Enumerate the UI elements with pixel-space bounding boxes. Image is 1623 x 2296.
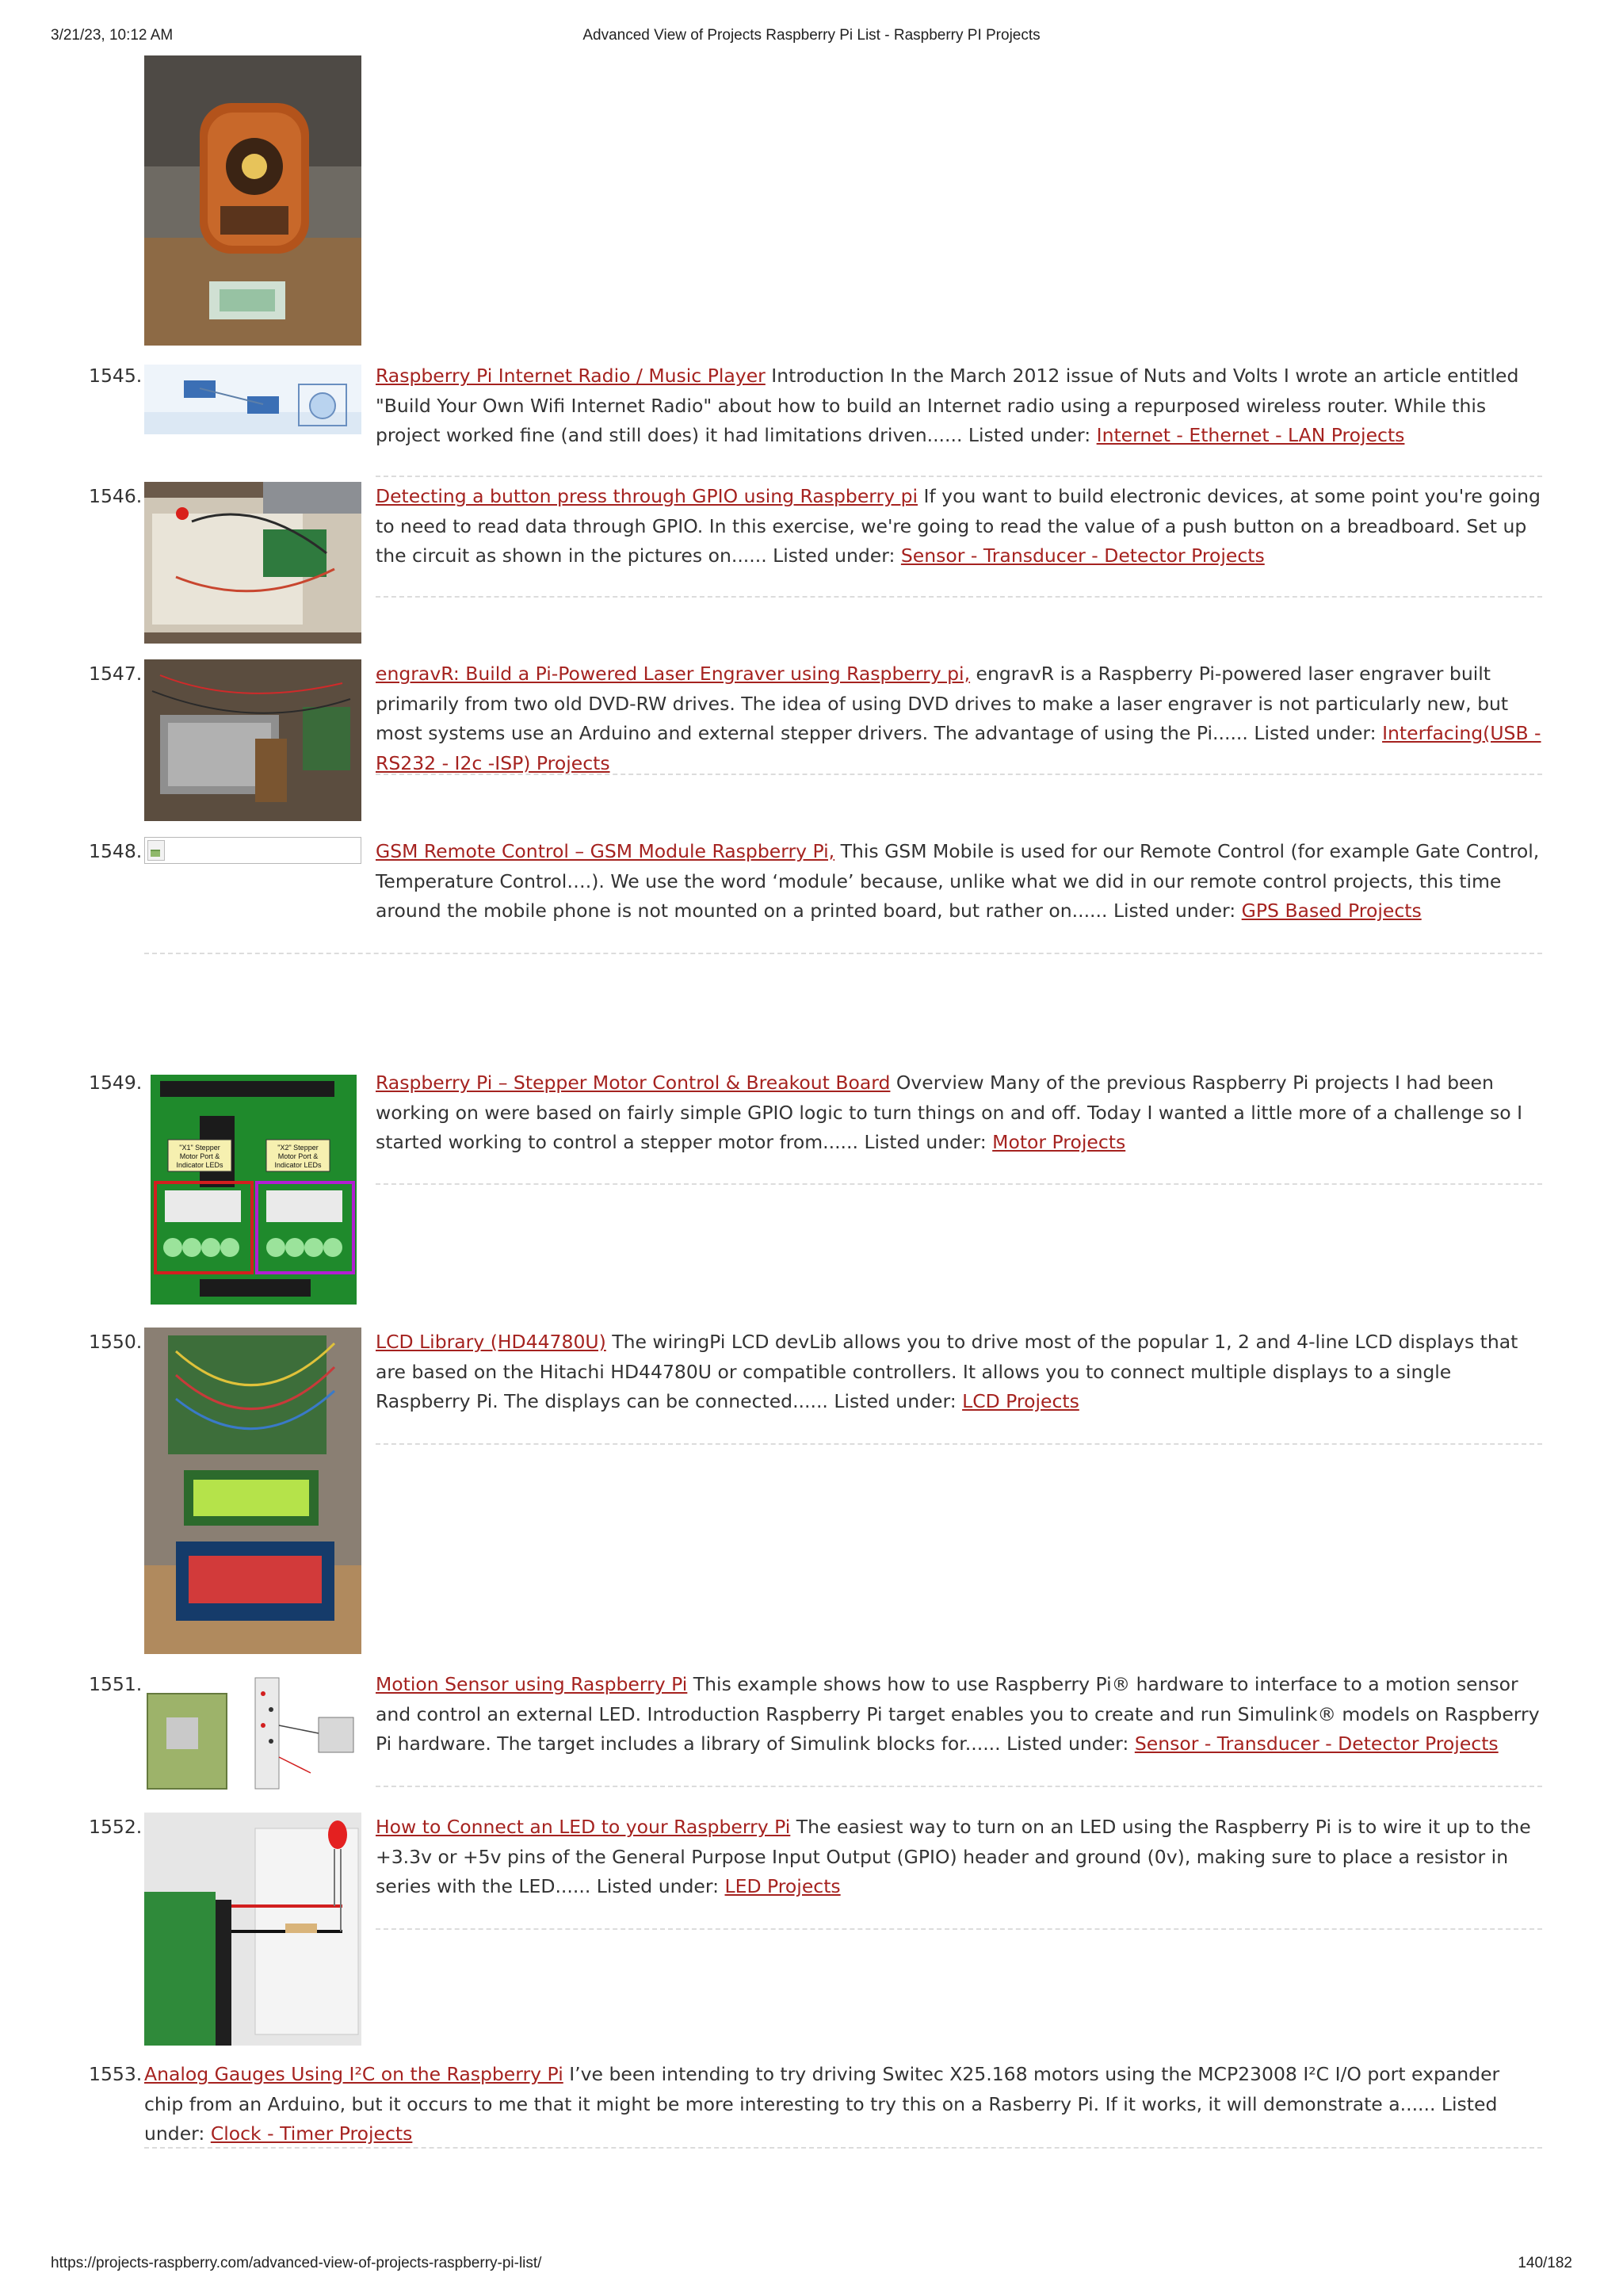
item-description: Overview Many of the previous Raspberry Pi projects I had been working on were based on fairly simple GPIO logic to turn things on and off. Today I wanted a little more of a challenge so I started working to control a stepper motor from...... [376, 1072, 1523, 1153]
motor-port-label-x1: "X1" Stepper [179, 1144, 220, 1152]
item-number: 1551. [89, 1673, 143, 1695]
item-text [376, 1068, 1542, 1158]
item-description: This example shows how to use Raspberry Pi® hardware to interface to a motion sensor and control an external LED. Introduction Raspberry Pi target enables you to create and run Simulink® models on Raspberry Pi hardware. The target includes a library of Simulink blocks for...... [376, 1673, 1540, 1755]
item-title-link[interactable]: How to Connect an LED to your Raspberry Pi [376, 1816, 791, 1838]
item-category-link[interactable]: Interfacing(USB - RS232 - I2c -ISP) Projects [376, 722, 1541, 774]
item-separator [376, 1443, 1542, 1445]
item-separator [376, 596, 1542, 598]
item-category-link[interactable]: Internet - Ethernet - LAN Projects [1096, 424, 1405, 446]
print-page-number: 140/182 [1518, 2255, 1572, 2271]
item-text [376, 1328, 1542, 1417]
item-category-link[interactable]: Clock - Timer Projects [210, 2122, 413, 2145]
print-datetime: 3/21/23, 10:12 AM [51, 27, 174, 44]
listed-under-label: Listed under: [1000, 1733, 1135, 1755]
print-url: https://projects-raspberry.com/advanced-view-of-projects-raspberry-pi-list/ [51, 2255, 542, 2271]
motor-port-label-x2: "X2" Stepper [277, 1144, 319, 1152]
item-number: 1548. [89, 840, 143, 862]
print-footer [51, 2255, 1572, 2275]
item-title-link[interactable]: LCD Library (HD44780U) [376, 1331, 606, 1353]
item-thumbnail[interactable] [144, 365, 361, 434]
item-thumbnail[interactable] [144, 1328, 361, 1654]
listed-under-label: Listed under: [1247, 722, 1383, 744]
item-thumbnail[interactable] [144, 482, 361, 644]
listed-under-label: Listed under: [144, 2092, 1498, 2145]
item-number: 1550. [89, 1331, 143, 1353]
item-title-link[interactable]: Motion Sensor using Raspberry Pi [376, 1673, 688, 1695]
svg-text:Motor Port &: Motor Port & [277, 1152, 319, 1160]
item-description: If you want to build electronic devices, at some point you're going to need to read data through GPIO. In this exercise, we're going to read the value of a push button on a breadboard. Set up the circuit as shown in the pictures on...... [376, 485, 1541, 567]
listed-under-label: Listed under: [1107, 900, 1242, 922]
item-title-link[interactable]: GSM Remote Control – GSM Module Raspberry Pi, [376, 840, 835, 862]
item-separator [144, 2147, 1542, 2149]
item-category-link[interactable]: LCD Projects [962, 1390, 1079, 1412]
item-title-link[interactable]: engravR: Build a Pi-Powered Laser Engraver using Raspberry pi, [376, 663, 971, 685]
item-description: The easiest way to turn on an LED using the Raspberry Pi is to wire it up to the +3.3v or +5v pins of the General Purpose Input Output (GPIO) header and ground (0v), making sure to place a resistor in series with the LED...... [376, 1816, 1531, 1897]
listed-under-label: Listed under: [590, 1875, 725, 1897]
item-number: 1549. [89, 1072, 143, 1094]
print-page-title: Advanced View of Projects Raspberry Pi List - Raspberry PI Projects [582, 27, 1041, 44]
item-title-link[interactable]: Detecting a button press through GPIO using Raspberry pi [376, 485, 918, 507]
item-thumbnail[interactable] [144, 1072, 361, 1308]
item-separator [376, 1183, 1542, 1185]
listed-under-label: Listed under: [962, 424, 1097, 446]
svg-text:Motor Port &: Motor Port & [179, 1152, 220, 1160]
radio-thumbnail[interactable] [144, 55, 361, 346]
item-description: This GSM Mobile is used for our Remote Control (for example Gate Control, Temperature Control….). We use the word ‘module’ because, unlike what we did in our remote control projects, this time around the mobile phone is not mounted on a printed board, but rather on...... [376, 840, 1540, 922]
item-text [144, 2060, 1542, 2149]
item-thumbnail[interactable] [144, 659, 361, 821]
item-separator [376, 774, 1542, 775]
item-description: engravR is a Raspberry Pi-powered laser engraver built primarily from two old DVD-RW drives. The idea of using DVD drives to make a laser engraver is not particularly new, but most systems use an Arduino and external stepper drivers. The advantage of using the Pi...... [376, 663, 1509, 744]
listed-under-label: Listed under: [827, 1390, 963, 1412]
item-title-link[interactable]: Raspberry Pi Internet Radio / Music Player [376, 365, 766, 387]
item-title-link[interactable]: Analog Gauges Using I²C on the Raspberry Pi [144, 2063, 563, 2085]
item-separator [376, 1928, 1542, 1930]
print-header [51, 27, 1572, 48]
item-text [376, 659, 1542, 778]
item-number: 1553. [89, 2063, 143, 2085]
svg-text:Indicator LEDs: Indicator LEDs [176, 1161, 223, 1169]
item-thumbnail[interactable] [144, 1813, 361, 2046]
item-text [376, 1813, 1542, 1902]
item-text [376, 361, 1542, 451]
item-description: Introduction In the March 2012 issue of Nuts and Volts I wrote an article entitled "Build Your Own Wifi Internet Radio" about how to build an Internet radio using a repurposed wireless router. While this project worked fine (and still does) it had limitations driven...... [376, 365, 1519, 446]
item-title-link[interactable]: Raspberry Pi – Stepper Motor Control & Breakout Board [376, 1072, 891, 1094]
item-number: 1552. [89, 1816, 143, 1838]
item-number: 1547. [89, 663, 143, 685]
item-description: I’ve been intending to try driving Switec X25.168 motors using the MCP23008 I²C I/O port expander chip from an Arduino, but it occurs to me that it might be more interesting to try this on a Rasberry Pi. If it works, it will demonstrate a...... [144, 2063, 1500, 2115]
item-number: 1545. [89, 365, 143, 387]
item-text [376, 1670, 1542, 1759]
item-category-link[interactable]: Sensor - Transducer - Detector Projects [1134, 1733, 1499, 1755]
listed-under-label: Listed under: [857, 1131, 993, 1153]
item-text [376, 482, 1542, 571]
broken-image-icon [147, 840, 165, 861]
broken-image-placeholder[interactable] [144, 837, 361, 864]
item-description: The wiringPi LCD devLib allows you to drive most of the popular 1, 2 and 4-line LCD displays that are based on the Hitachi HD44780U or compatible controllers. It allows you to connect multiple displays to a single Raspberry Pi. The displays can be connected...... [376, 1331, 1518, 1412]
item-thumbnail[interactable] [144, 1670, 361, 1798]
item-text [376, 837, 1542, 926]
item-separator [376, 476, 1542, 477]
item-category-link[interactable]: Motor Projects [992, 1131, 1126, 1153]
item-category-link[interactable]: GPS Based Projects [1241, 900, 1422, 922]
item-category-link[interactable]: Sensor - Transducer - Detector Projects [900, 544, 1265, 567]
item-number: 1546. [89, 485, 143, 507]
item-separator [376, 1786, 1542, 1787]
listed-under-label: Listed under: [766, 544, 901, 567]
svg-text:Indicator LEDs: Indicator LEDs [274, 1161, 322, 1169]
item-separator [144, 953, 1542, 954]
item-category-link[interactable]: LED Projects [724, 1875, 841, 1897]
